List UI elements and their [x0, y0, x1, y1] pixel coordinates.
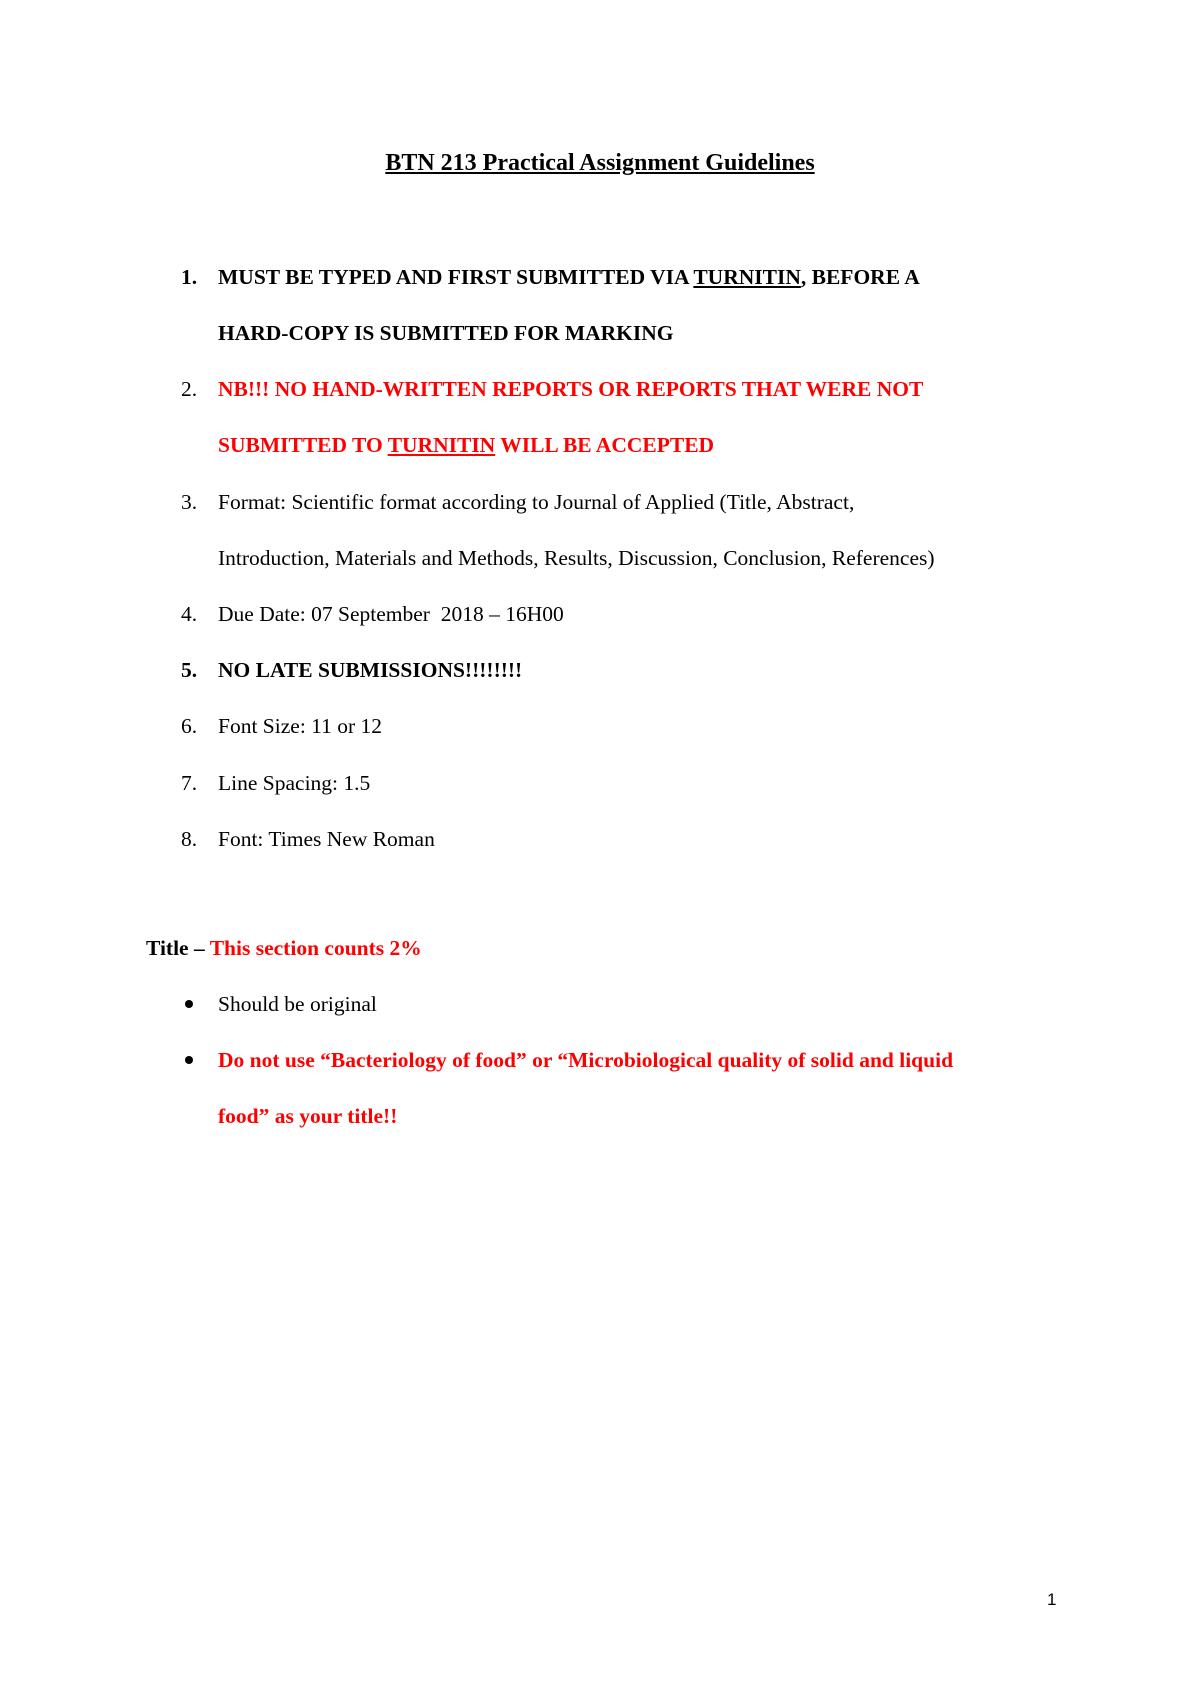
warning-text: food” as your title!!	[218, 1104, 398, 1128]
list-item-text: Font Size: 11 or 12	[218, 714, 383, 738]
list-item-text: HARD-COPY IS SUBMITTED FOR MARKING	[218, 321, 674, 345]
list-number: 2.	[181, 377, 198, 401]
list-item-text: Format: Scientific format according to Journal of Applied (Title, Abstract,	[218, 490, 855, 514]
section-weight: This section counts 2%	[209, 936, 422, 960]
list-item-text: Introduction, Materials and Methods, Results, Discussion, Conclusion, References)	[218, 546, 935, 570]
bullet-item-text: Should be original	[218, 992, 377, 1016]
list-item-text: NO LATE SUBMISSIONS!!!!!!!!	[218, 658, 523, 682]
turnitin-reference: TURNITIN	[387, 433, 496, 457]
list-number: 8.	[181, 827, 198, 851]
page-number: 1	[1047, 1590, 1057, 1609]
list-item-text-part: MUST BE TYPED AND FIRST SUBMITTED VIA	[218, 265, 694, 289]
list-number: 6.	[181, 714, 198, 738]
list-number: 5.	[181, 658, 198, 682]
section-label: Title –	[146, 936, 210, 960]
due-date-text: Due Date: 07 September 2018 – 16H00	[218, 602, 564, 626]
list-number: 4.	[181, 602, 198, 626]
bullet-icon	[185, 1000, 193, 1008]
warning-text-part: WILL BE ACCEPTED	[495, 433, 715, 457]
section-heading	[146, 934, 422, 962]
bullet-icon	[185, 1056, 193, 1064]
document-title: BTN 213 Practical Assignment Guidelines	[385, 150, 815, 176]
list-item-text-part: , BEFORE A	[800, 265, 920, 289]
list-item-text	[218, 263, 920, 291]
turnitin-reference: TURNITIN	[693, 265, 801, 289]
warning-text	[218, 431, 714, 459]
list-item-text: Font: Times New Roman	[218, 827, 435, 851]
warning-text: Do not use “Bacteriology of food” or “Microbiological quality of solid and liquid	[218, 1048, 954, 1072]
warning-text: NB!!! NO HAND-WRITTEN REPORTS OR REPORTS THAT WERE NOT	[218, 377, 924, 401]
list-number: 3.	[181, 490, 198, 514]
list-number: 7.	[181, 771, 198, 795]
list-number: 1.	[181, 265, 198, 289]
warning-text-part: SUBMITTED TO	[218, 433, 388, 457]
list-item-text: Line Spacing: 1.5	[218, 771, 371, 795]
